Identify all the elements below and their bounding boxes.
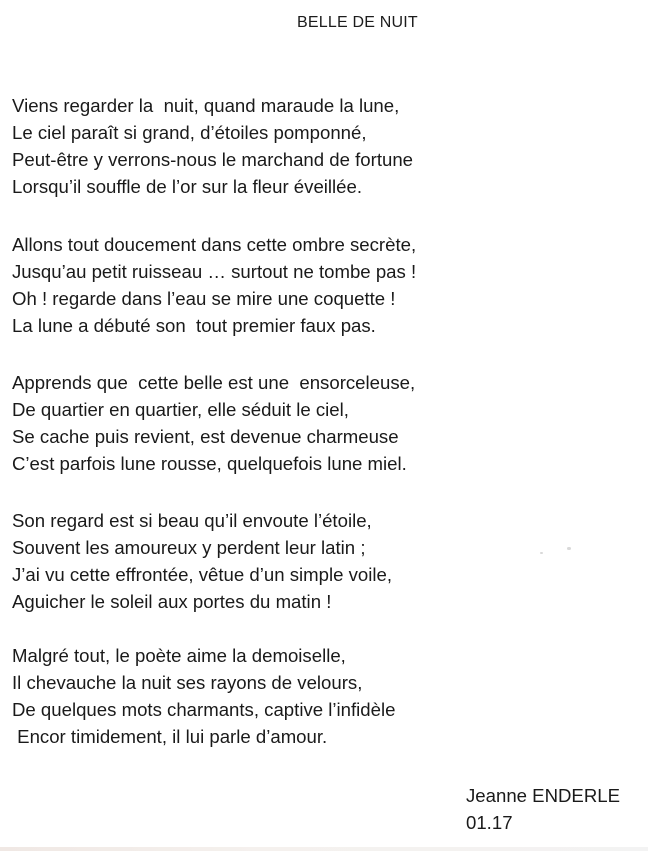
poem-title: BELLE DE NUIT — [297, 14, 418, 31]
poem-line: Se cache puis revient, est devenue charmeuse — [12, 426, 399, 447]
poem-line: Jusqu’au petit ruisseau … surtout ne tombe pas ! — [12, 261, 417, 282]
poem-line: Viens regarder la nuit, quand maraude la lune, — [12, 95, 400, 116]
stanza — [12, 369, 415, 477]
poem-line: Aguicher le soleil aux portes du matin ! — [12, 591, 332, 612]
scan-bottom-edge — [0, 847, 648, 851]
author-name: Jeanne ENDERLE — [466, 785, 620, 806]
poem-line: De quartier en quartier, elle séduit le ciel, — [12, 399, 349, 420]
poem-line: Apprends que cette belle est une ensorceleuse, — [12, 372, 416, 393]
poem-line: Encor timidement, il lui parle d’amour. — [12, 726, 328, 747]
poem-line: J’ai vu cette effrontée, vêtue d’un simple voile, — [12, 564, 393, 585]
poem-date: 01.17 — [466, 812, 513, 833]
poem-line: De quelques mots charmants, captive l’infidèle — [12, 699, 396, 720]
poem-line: La lune a débuté son tout premier faux pas. — [12, 315, 376, 336]
poem-line: Souvent les amoureux y perdent leur latin ; — [12, 537, 366, 558]
poem-line: Peut-être y verrons-nous le marchand de fortune — [12, 149, 414, 170]
poem-line: Lorsqu’il souffle de l’or sur la fleur éveillée. — [12, 176, 363, 197]
poem-line: Le ciel paraît si grand, d’étoiles pomponné, — [12, 122, 367, 143]
stanza — [12, 231, 416, 339]
poem-line: Allons tout doucement dans cette ombre secrète, — [12, 234, 417, 255]
stanza — [12, 642, 395, 750]
scan-speck — [567, 547, 571, 550]
scan-speck — [540, 552, 543, 554]
poem-line: Il chevauche la nuit ses rayons de velours, — [12, 672, 363, 693]
stanza — [12, 507, 392, 615]
poem-line: C’est parfois lune rousse, quelquefois lune miel. — [12, 453, 407, 474]
poem-line: Oh ! regarde dans l’eau se mire une coquette ! — [12, 288, 396, 309]
author-signature — [466, 782, 620, 836]
poem-line: Malgré tout, le poète aime la demoiselle, — [12, 645, 346, 666]
poem-line: Son regard est si beau qu’il envoute l’étoile, — [12, 510, 372, 531]
stanza — [12, 92, 413, 200]
